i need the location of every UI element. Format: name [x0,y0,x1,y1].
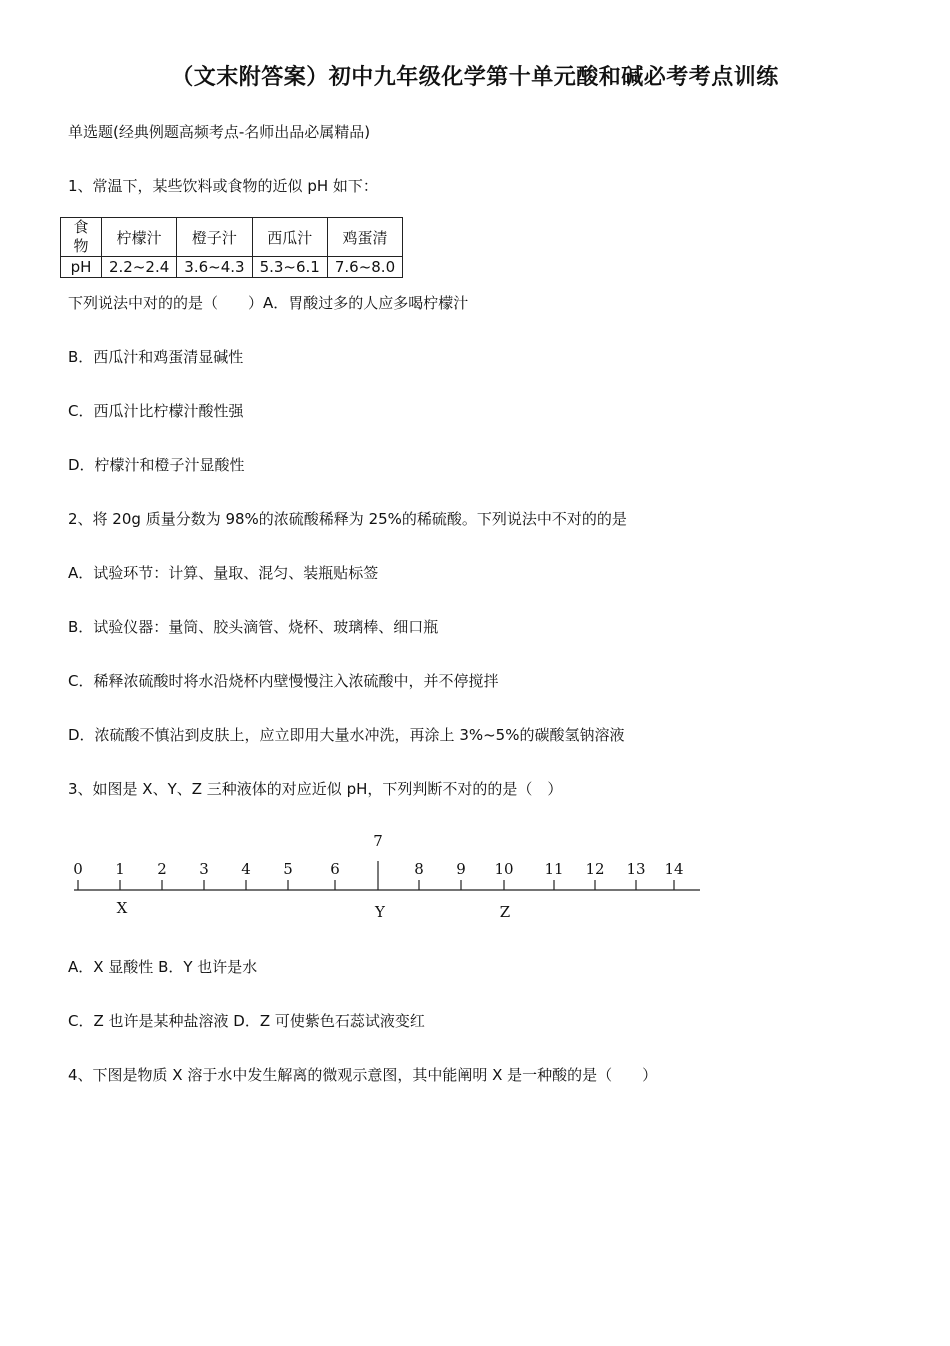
ph-scale-diagram [68,825,708,930]
question-1-prompt: 下列说法中对的的是（ ）A．胃酸过多的人应多喝柠檬汁 [68,294,469,312]
question-2-option-b: B．试验仪器：量筒、胶头滴管、烧杯、玻璃棒、细口瓶 [68,618,439,636]
ph-tick-label: 4 [241,860,251,878]
table-cell-food: 鸡蛋清 [327,218,402,257]
ph-tick-label: 3 [199,860,209,878]
question-4-stem: 4、下图是物质 X 溶于水中发生解离的微观示意图，其中能阐明 X 是一种酸的是（ ） [68,1066,658,1084]
table-cell-ph: 7.6~8.0 [327,257,402,278]
question-1-option-d: D．柠檬汁和橙子汁显酸性 [68,456,245,474]
ph-tick-label: 14 [664,860,684,878]
ph-table [60,217,403,278]
ph-tick-label: 7 [373,832,383,850]
ph-tick-label: 10 [494,860,514,878]
table-cell-food: 柠檬汁 [102,218,177,257]
question-2-option-c: C．稀释浓硫酸时将水沿烧杯内壁慢慢注入浓硫酸中，并不停搅拌 [68,672,499,690]
table-header-ph: pH [61,257,102,278]
table-row-ph [61,257,403,278]
table-header-food: 食物 [61,218,102,257]
table-row-foods [61,218,403,257]
ph-tick-label: 13 [626,860,646,878]
ph-tick-label: 11 [544,860,564,878]
table-cell-food: 西瓜汁 [252,218,327,257]
question-1-option-b: B．西瓜汁和鸡蛋清显碱性 [68,348,244,366]
question-3-options-ab: A．X 显酸性 B．Y 也许是水 [68,958,258,976]
ph-tick-label: 12 [585,860,605,878]
page-title: （文末附答案）初中九年级化学第十单元酸和碱必考考点训练 [171,65,779,90]
ph-tick-label: 6 [330,860,340,878]
section-heading: 单选题(经典例题高频考点-名师出品必属精品) [68,123,371,141]
table-cell-ph: 3.6~4.3 [177,257,252,278]
table-cell-ph: 5.3~6.1 [252,257,327,278]
ph-tick-label: 0 [73,860,83,878]
question-2-option-d: D．浓硫酸不慎沾到皮肤上，应立即用大量水冲洗，再涂上 3%~5%的碳酸氢钠溶液 [68,726,625,744]
ph-tick-label: 9 [456,860,466,878]
question-3-options-cd: C．Z 也许是某种盐溶液 D．Z 可使紫色石蕊试液变红 [68,1012,425,1030]
question-1-stem: 1、常温下，某些饮料或食物的近似 pH 如下： [68,177,378,195]
question-2-option-a: A．试验环节：计算、量取、混匀、装瓶贴标签 [68,564,379,582]
ph-tick-label: 5 [283,860,293,878]
question-2-stem: 2、将 20g 质量分数为 98%的浓硫酸稀释为 25%的稀硫酸。下列说法中不对的的是 [68,510,627,528]
question-3-stem: 3、如图是 X、Y、Z 三种液体的对应近似 pH，下列判断不对的的是（ ） [68,780,563,798]
ph-marker-label: Y [375,903,385,921]
ph-tick-label: 2 [157,860,167,878]
ph-tick-label: 8 [414,860,424,878]
ph-tick-label: 1 [115,860,125,878]
table-cell-ph: 2.2~2.4 [102,257,177,278]
question-1-option-c: C．西瓜汁比柠檬汁酸性强 [68,402,244,420]
ph-marker-label: X [116,899,128,917]
ph-marker-label: Z [499,903,511,921]
table-cell-food: 橙子汁 [177,218,252,257]
